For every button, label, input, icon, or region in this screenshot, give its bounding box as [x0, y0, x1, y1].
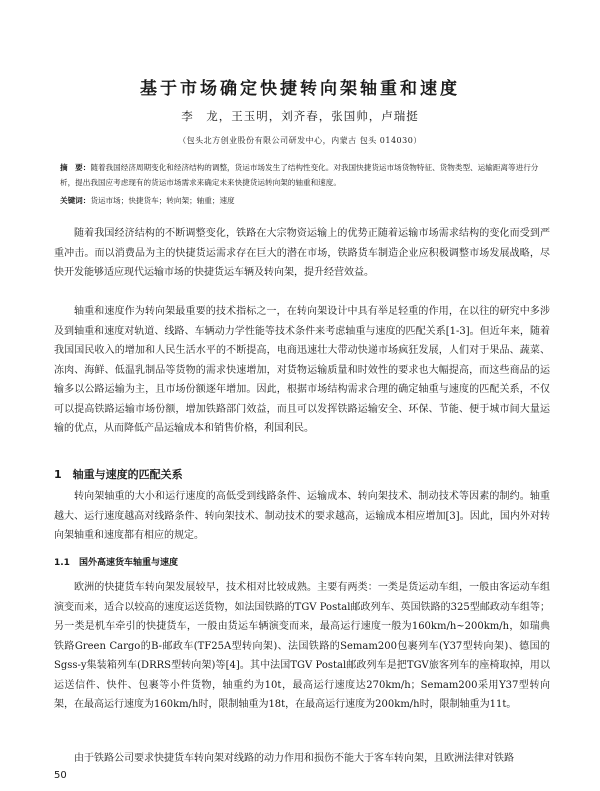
affiliation: （包头北方创业股份有限公司研发中心，内蒙古 包头 014030） — [178, 136, 422, 145]
abstract-label: 摘 要： — [60, 163, 91, 172]
keywords — [60, 195, 544, 206]
paper-title: 基于市场确定快捷转向架轴重和速度 — [140, 79, 460, 99]
abstract-text: 随着我国经济周期变化和经济结构的调整，货运市场发生了结构性变化。对我国快捷货运市场货物特征、货物类型、运输距离等进行分析，提出我国应考虑现有的货运市场需求来确定未来快捷货运转向架的轴重和速度。 — [60, 163, 539, 187]
page-number: 50 — [54, 770, 67, 781]
section-1-paragraph: 转向架轴重的大小和运行速度的高低受到线路条件、运输成本、转向架技术、制动技术等因素的制约。轴重越大、运行速度越高对线路条件、转向架技术、制动技术的要求越高，运输成本相应增加[3]。因此，国内外对转向架轴重和速度都有相应的规定。 — [54, 491, 550, 541]
intro-paragraph-2: 轴重和速度作为转向架最重要的技术指标之一，在转向架设计中具有举足轻重的作用，在以往的研究中多涉及到轴重和速度对轨道、线路、车辆动力学性能等技术条件来考虑轴重与速度的匹配关系[1-3]。但近年来，随着我国国民收入的增加和人民生活水平的不断提高，电商迅速壮大带动快递市场疯狂发展，人们对于果品、蔬菜、冻肉、海鲜、低温乳制品等货物的需求快速增加，对货物运输质量和时效性的要求也大幅提高，而这些商品的运输多以公路运输为主，且市场份额逐年增加。因此，根据市场结构需求合理的确定轴重与速度的匹配关系，不仅可以提高铁路运输市场份额，增加铁路部门效益，而且可以发挥铁路运输安全、环保、节能、便于城市间大量运输的优点，从而降低产品运输成本和销售价格，利国利民。 — [54, 306, 550, 434]
subsection-1-1-paragraph: 欧洲的快捷货车转向架发展较早，技术相对比较成熟。主要有两类：一类是货运动车组，一般由客运动车组演变而来，适合以较高的速度运送货物，如法国铁路的TGV Postal邮政列车、英国铁路的325型邮政动车组等；另一类是机车牵引的快捷货车，一般由货运车辆演变而来，最高运行速度一般为160km/h~200km/h，如瑞典铁路Green Cargo的B-邮政车(TF25A型转向架)、法国铁路的Semam200包裹列车(Y37型转向架)、德国的Sgss-y集装箱列车(DRRS型转向架)等[4]。其中法国TGV Postal邮政列车是把TGV旅客列车的座椅取掉，用以运送信件、快件、包裹等小件货物，轴重约为10t，最高运行速度达270km/h；Semam200采用Y37型转向架，在最高运行速度为160km/h时，限制轴重为18t，在最高运行速度为200km/h时，限制轴重为11t。 — [54, 582, 550, 710]
section-heading-1: 1 轴重与速度的匹配关系 — [54, 468, 183, 481]
intro-paragraph-1: 随着我国经济结构的不断调整变化，铁路在大宗物资运输上的优势正随着运输市场需求结构的变化而受到严重冲击。而以消费品为主的快捷货运需求存在巨大的潜在市场，铁路货车制造企业应积极调整市场发展战略，尽快开发能够适应现代运输市场的快捷货运车辆及转向架，提升经营效益。 — [54, 228, 550, 278]
subsection-1-1-paragraph-2: 由于铁路公司要求快捷货车转向架对线路的动力作用和损伤不能大于客车转向架，且欧洲法律对铁路 — [74, 753, 514, 764]
abstract — [60, 160, 544, 190]
author-list: 李 龙，王玉明，刘齐春，张国帅，卢瑞挺 — [181, 109, 419, 123]
keywords-label: 关键词： — [60, 196, 91, 205]
keywords-text: 货运市场；快捷货车；转向架；轴重；速度 — [90, 196, 235, 205]
subsection-heading-1-1: 1.1 国外高速货车轴重与速度 — [54, 558, 178, 568]
